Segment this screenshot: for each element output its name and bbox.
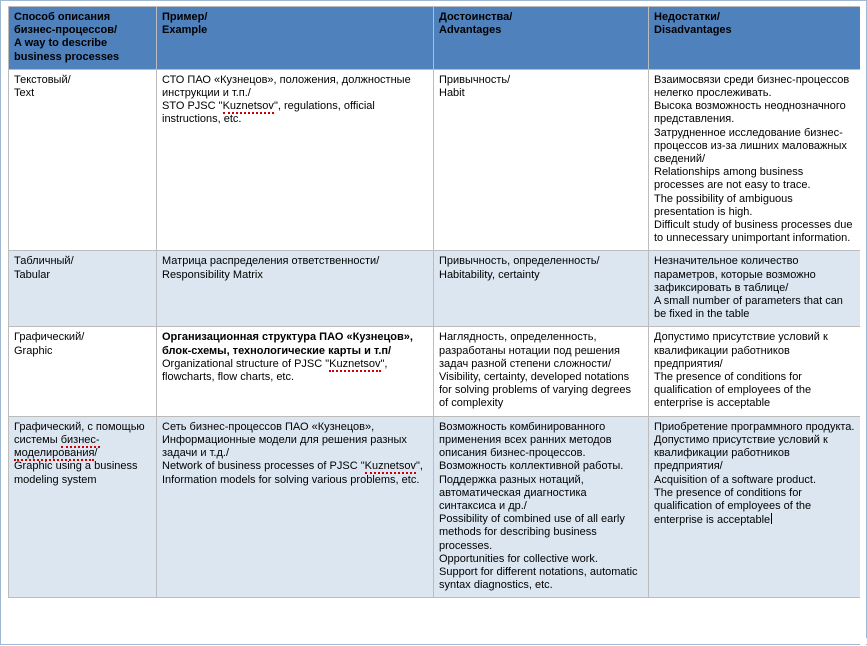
example-ru: Организационная структура ПАО «Кузнецов», блок-схемы, технологические карты и т.п/ (162, 331, 413, 357)
column-header-disadvantages-ru: Недостатки/ (654, 11, 720, 23)
disadvantages-line: Допустимо присутствие условий к квалификации работников предприятия/ (654, 433, 828, 473)
table-header-row (9, 7, 861, 70)
table-row (9, 416, 861, 598)
advantages-line: Possibility of combined use of all early methods for describing business processes. (439, 513, 625, 552)
cell-example (157, 69, 434, 251)
cell-method (9, 416, 157, 598)
column-header-disadvantages (649, 7, 861, 70)
cell-method (9, 69, 157, 251)
column-header-example-ru: Пример/ (162, 11, 208, 23)
page-right-margin (860, 1, 866, 646)
column-header-advantages (434, 7, 649, 70)
spellcheck-term: Kuznetsov (364, 460, 416, 473)
page-bottom-margin (1, 638, 867, 644)
business-process-description-table (8, 6, 860, 598)
column-header-disadvantages-en: Disadvantages (654, 24, 732, 37)
spellcheck-term: бизнес-моделирования (14, 433, 100, 460)
cell-example (157, 251, 434, 327)
example-line: Информационные модели для решения разных задачи и т.д./ (162, 433, 407, 460)
method-ru: Графический, с помощью системы бизнес-моделирования/ (14, 420, 145, 460)
cell-advantages (434, 327, 649, 416)
column-header-example-en: Example (162, 24, 208, 37)
disadvantages-line: A small number of parameters that can be fixed in the table (654, 295, 843, 321)
cell-method (9, 327, 157, 416)
example-line: Information models for solving various problems, etc. (162, 473, 420, 486)
column-header-method-ru: Способ описания бизнес-процессов/ (14, 11, 118, 37)
example-line: Сеть бизнес-процессов ПАО «Кузнецов», (162, 420, 375, 433)
example-en: STO PJSC "Kuznetsov", regulations, official instructions, etc. (162, 100, 375, 126)
example-ru: СТО ПАО «Кузнецов», положения, должностные инструкции и т.п./ (162, 73, 411, 100)
column-header-method-en: A way to describe business processes (14, 37, 120, 63)
disadvantages-line: Взаимосвязи среди бизнес-процессов нелегко прослеживать. (654, 73, 850, 100)
method-ru: Графический/ (14, 331, 85, 344)
method-ru: Табличный/ (14, 255, 74, 268)
advantages-ru: Наглядность, определенность, разработаны нотации под решения задач разной степени сложности/ (439, 331, 620, 370)
advantages-ru: Привычность/ (439, 73, 511, 86)
example-ru: Матрица распределения ответственности/ (162, 255, 380, 268)
advantages-en: Habitability, certainty (439, 268, 540, 281)
example-line: Network of business processes of PJSC "Kuznetsov", (162, 460, 423, 473)
table-row (9, 327, 861, 416)
method-en: Text (14, 87, 35, 100)
advantages-line: Возможность комбинированного применения всех ранних методов описания бизнес-процессов. (439, 420, 612, 460)
cell-disadvantages (649, 327, 861, 416)
advantages-en: Habit (439, 87, 465, 100)
column-header-advantages-ru: Достоинства/ (439, 11, 513, 23)
cell-method (9, 251, 157, 327)
table-row (9, 251, 861, 327)
cell-advantages (434, 251, 649, 327)
disadvantages-line: The possibility of ambiguous presentation is high. (654, 192, 793, 218)
method-en: Graphic (14, 344, 53, 357)
advantages-line: Поддержка разных нотаций, автоматическая диагностика синтаксиса и др./ (439, 473, 587, 512)
spellcheck-term: Kuznetsov (329, 357, 381, 370)
cell-disadvantages (649, 69, 861, 251)
advantages-ru: Привычность, определенность/ (439, 255, 600, 268)
disadvantages-line (654, 487, 855, 528)
disadvantages-line: Приобретение программного продукта. (654, 420, 855, 433)
cell-advantages (434, 416, 649, 598)
disadvantages-line: Relationships among business processes are not easy to trace. (654, 166, 811, 192)
example-en: Responsibility Matrix (162, 268, 263, 281)
disadvantages-line: Acquisition of a software product. (654, 473, 817, 486)
column-header-method (9, 7, 157, 70)
disadvantages-line: The presence of conditions for qualification of employees of the enterprise is acceptable (654, 371, 812, 410)
cell-example (157, 327, 434, 416)
disadvantages-line: Затрудненное исследование бизнес-процессов из-за лишних маловажных сведений/ (654, 126, 847, 166)
cell-disadvantages (649, 416, 861, 598)
disadvantages-line: Допустимо присутствие условий к квалификации работников предприятия/ (654, 331, 828, 370)
table-scroll-region[interactable] (8, 6, 860, 639)
method-en: Tabular (14, 268, 51, 281)
advantages-line: Support for different notations, automatic syntax diagnostics, etc. (439, 565, 638, 592)
disadvantages-line: Незначительное количество параметров, которые возможно зафиксировать в таблице/ (654, 255, 816, 294)
column-header-example (157, 7, 434, 70)
text-cursor (771, 513, 772, 524)
cell-disadvantages (649, 251, 861, 327)
example-en: Organizational structure of PJSC "Kuznetsov", flowcharts, flow charts, etc. (162, 357, 388, 384)
disadvantages-line: Difficult study of business processes due to unnecessary unimportant information. (654, 219, 853, 245)
method-en: Graphic using a business modeling system (14, 460, 138, 486)
advantages-line: Возможность коллективной работы. (439, 460, 624, 473)
spellcheck-term: Kuznetsov (222, 100, 274, 113)
cell-advantages (434, 69, 649, 251)
column-header-advantages-en: Advantages (439, 24, 502, 37)
disadvantages-line: Высока возможность неоднозначного представления. (654, 100, 846, 126)
table-row (9, 69, 861, 251)
disadvantages-text: The presence of conditions for qualification of employees of the enterprise is acceptable (654, 486, 812, 527)
advantages-line: Opportunities for collective work. (439, 552, 598, 565)
method-ru: Текстовый/ (14, 73, 71, 86)
advantages-en: Visibility, certainty, developed notations for solving problems of varying degrees of complexity (439, 371, 631, 410)
cell-example (157, 416, 434, 598)
